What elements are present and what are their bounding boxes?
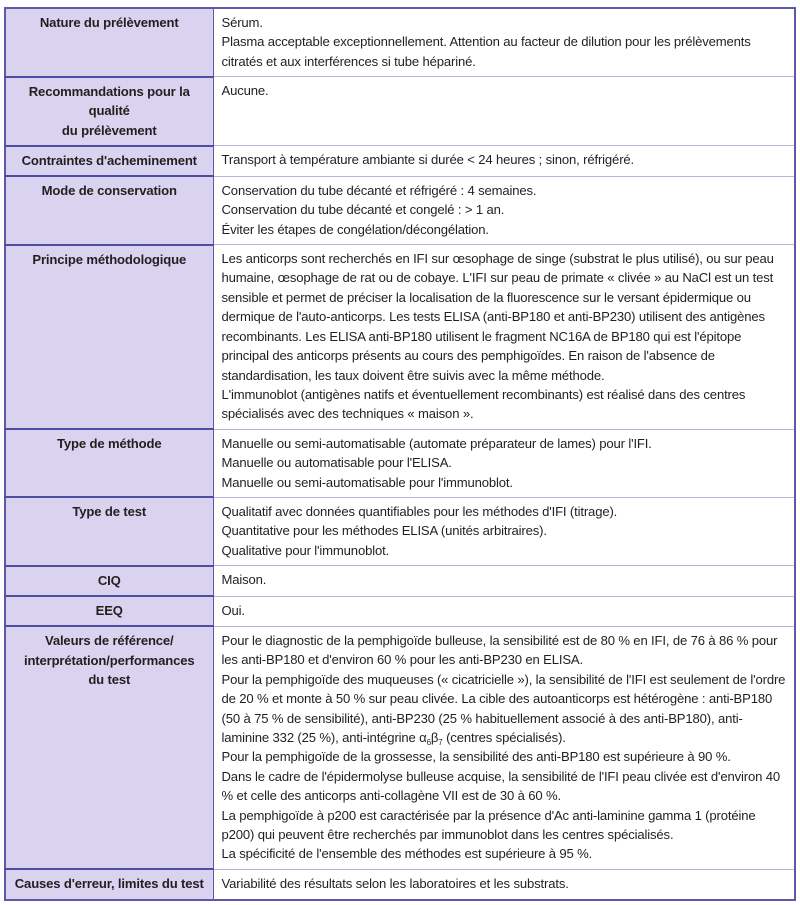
row-value — [213, 626, 795, 869]
value-line: Conservation du tube décanté et réfrigéré : 4 semaines. — [221, 182, 537, 198]
row-label — [5, 626, 213, 869]
value-line: Qualitatif avec données quantifiables pour les méthodes d'IFI (titrage). — [221, 503, 618, 519]
table-row-causes-erreur — [5, 869, 795, 899]
row-value — [213, 8, 795, 77]
value-line: Sérum. — [221, 15, 263, 30]
value-line: Conservation du tube décanté et congelé : > 1 an. — [221, 202, 505, 218]
label-line: du test — [88, 672, 131, 688]
info-sheet — [4, 7, 794, 901]
row-label: Causes d'erreur, limites du test — [5, 869, 213, 899]
row-label: Mode de conservation — [5, 176, 213, 244]
value-line: Aucune. — [221, 83, 269, 99]
table-row-valeurs-reference — [5, 626, 795, 869]
row-value — [213, 429, 795, 497]
table-row-recommandations — [5, 77, 795, 146]
integrin-alpha-subscript: 6 — [426, 738, 431, 747]
table-row-principe-methodologique — [5, 245, 795, 430]
label-line: Valeurs de référence/ — [44, 633, 174, 649]
label-line: interprétation/performances — [23, 652, 195, 668]
row-value — [213, 566, 795, 596]
value-text: Pour la pemphigoïde des muqueuses (« cicatricielle »), la sensibilité de l'IFI est seulement de l'ordre de 20 % et monte à 50 % sur peau clivée. La cible des autoanticorps est hétérogène : anti-BP180 (50 à 75 % de sensibilité), anti-BP230 (25 % habituellement associé à des anti-BP180), anti-laminine 332 (25 %), anti-intégrine — [221, 671, 786, 745]
row-value — [213, 146, 795, 176]
value-line: Quantitative pour les méthodes ELISA (unités arbitraires). — [221, 523, 547, 539]
integrin-alpha-symbol: α — [419, 730, 427, 745]
table-row-nature-prelevement — [5, 8, 795, 77]
value-line: Transport à température ambiante si durée < 24 heures ; sinon, réfrigéré. — [221, 152, 635, 168]
value-text: (centres spécialisés). — [442, 730, 566, 745]
table-row-eeq — [5, 596, 795, 626]
row-label: Type de test — [5, 497, 213, 565]
row-label: Contraintes d'acheminement — [5, 146, 213, 176]
table-row-mode-conservation — [5, 176, 795, 244]
value-line: Les anticorps sont recherchés en IFI sur œsophage de singe (substrat le plus utilisé), ou sur peau humaine, œsophage de rat ou de cobaye. L'IFI sur peau de primate « clivée » au NaCl est un test sensible et permet de préciser la localisation de la fluorescence sur le versant épidermique ou dermique de l'auto-anticorps. Les tests ELISA (anti-BP180 et anti-BP230) utilisent des antigènes recombinants. Les ELISA anti-BP180 utilisent le fragment NC16A de BP180 qui est l'épitope principal des anticorps présents au cours des pemphigoïdes. En raison de l'absence de standardisation, les taux doivent être suivis avec la même méthode. — [221, 251, 774, 383]
integrin-beta-subscript: 7 — [438, 738, 443, 747]
table-row-contraintes-acheminement — [5, 146, 795, 176]
row-value — [213, 596, 795, 626]
row-label: Nature du prélèvement — [5, 8, 213, 77]
value-line: Plasma acceptable exceptionnellement. Attention au facteur de dilution pour les prélèvements citratés et aux interférences si tube hépariné. — [221, 34, 751, 69]
value-line-with-integrin — [222, 670, 787, 748]
integrin-beta-symbol: β — [430, 730, 439, 745]
row-label: CIQ — [5, 566, 213, 596]
value-line: Éviter les étapes de congélation/décongélation. — [221, 221, 489, 237]
label-line: Recommandations pour la — [28, 83, 190, 99]
value-line: Pour la pemphigoïde de la grossesse, la sensibilité des anti-BP180 est supérieure à 90 %. — [221, 749, 731, 765]
row-label — [5, 77, 213, 146]
row-label: EEQ — [5, 596, 213, 626]
value-line: La spécificité de l'ensemble des méthodes est supérieure à 95 %. — [221, 846, 593, 862]
value-line: Oui. — [221, 602, 245, 618]
row-value — [213, 77, 795, 146]
table-row-type-methode — [5, 429, 795, 497]
value-line: Variabilité des résultats selon les laboratoires et les substrats. — [221, 875, 569, 891]
row-value — [213, 176, 795, 244]
test-info-table — [4, 7, 796, 901]
value-line: L'immunoblot (antigènes natifs et éventuellement recombinants) est réalisé dans des centres spécialisés avec des techniques « maison ». — [221, 386, 746, 422]
value-line: Qualitative pour l'immunoblot. — [221, 542, 390, 558]
value-line: Manuelle ou automatisable pour l'ELISA. — [221, 455, 452, 471]
label-line: du prélèvement — [61, 122, 157, 138]
label-line: qualité — [88, 103, 130, 119]
value-line: Maison. — [221, 572, 267, 588]
row-label: Principe méthodologique — [5, 245, 213, 430]
row-value — [213, 245, 795, 430]
row-value — [213, 497, 795, 565]
value-line: Pour le diagnostic de la pemphigoïde bulleuse, la sensibilité est de 80 % en IFI, de 76 à 86 % pour les anti-BP180 et d'environ 60 % pour les anti-BP230 en ELISA. — [221, 632, 778, 668]
table-row-type-test — [5, 497, 795, 565]
value-line: Dans le cadre de l'épidermolyse bulleuse acquise, la sensibilité de l'IFI peau clivée est d'environ 40 % et celle des anticorps anti-collagène VII est de 30 à 60 %. — [221, 768, 780, 804]
value-line: La pemphigoïde à p200 est caractérisée par la présence d'Ac anti-laminine gamma 1 (protéine p200) qui peuvent être recherchés par immunoblot dans les centres spécialisés. — [221, 807, 756, 843]
value-line: Manuelle ou semi-automatisable (automate préparateur de lames) pour l'IFI. — [221, 435, 652, 451]
table-row-ciq — [5, 566, 795, 596]
value-line: Manuelle ou semi-automatisable pour l'immunoblot. — [221, 474, 513, 490]
row-label: Type de méthode — [5, 429, 213, 497]
row-value — [213, 869, 795, 899]
